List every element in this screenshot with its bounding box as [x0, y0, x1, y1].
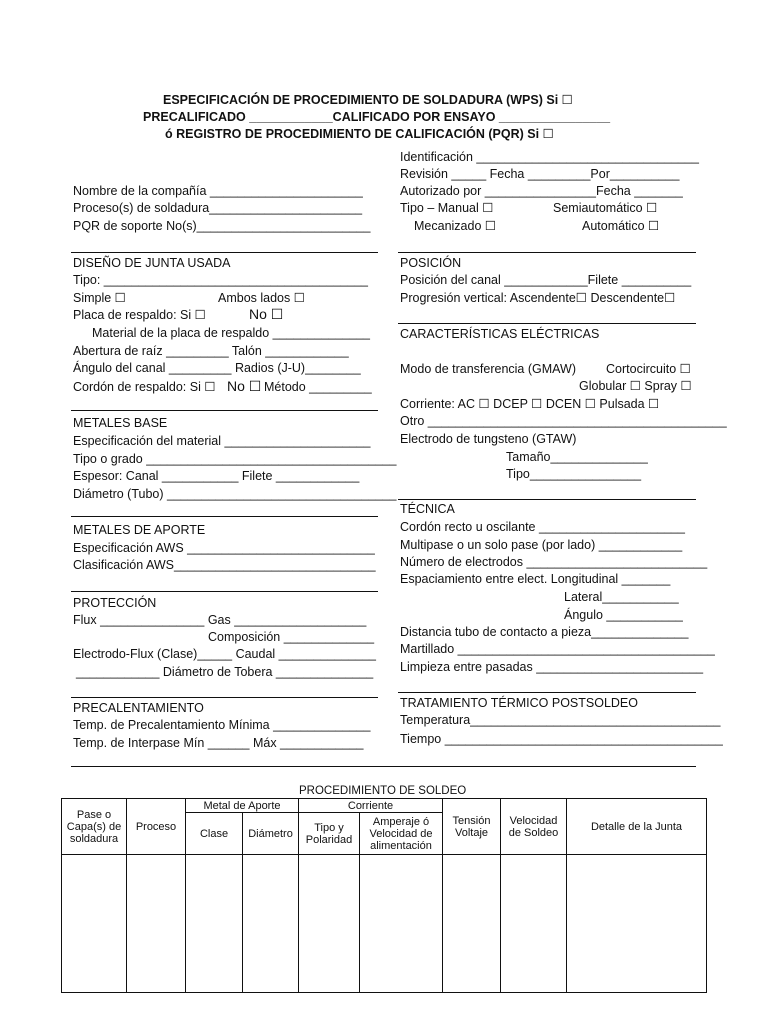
proteccion-section-title: PROTECCIÓN [73, 596, 157, 610]
tipo-manual-checkbox[interactable]: Tipo – Manual ☐ [400, 201, 494, 215]
pqr-field[interactable]: PQR de soporte No(s)_________________________ [73, 219, 371, 233]
abertura-field[interactable]: Abertura de raíz _________ Talón ____________ [73, 344, 349, 358]
col-velocidad-header: Velocidad de Soldeo [501, 799, 567, 855]
martillado-field[interactable]: Martillado _____________________________________ [400, 642, 715, 656]
otro-field[interactable]: Otro ___________________________________________ [400, 414, 727, 428]
lateral-field[interactable]: Lateral___________ [564, 590, 679, 604]
distancia-field[interactable]: Distancia tubo de contacto a pieza______________ [400, 625, 689, 639]
diametro-tubo-field[interactable]: Diámetro (Tubo) _________________________________ [73, 487, 397, 501]
divider [71, 252, 378, 253]
clasificacion-aws-field[interactable]: Clasificación AWS_____________________________ [73, 558, 376, 572]
electrodo-flux-field[interactable]: Electrodo-Flux (Clase)_____ Caudal ______________ [73, 647, 376, 661]
tipo-tungsteno-field[interactable]: Tipo________________ [506, 467, 642, 481]
mecanizado-checkbox[interactable]: Mecanizado ☐ [414, 219, 497, 233]
cell-proceso[interactable] [127, 855, 186, 993]
compania-field[interactable]: Nombre de la compañía ______________________ [73, 184, 363, 198]
junta-section-title: DISEÑO DE JUNTA USADA [73, 256, 231, 270]
col-tipo-polaridad-header: Tipo y Polaridad [299, 813, 360, 855]
col-detalle-header: Detalle de la Junta [567, 799, 707, 855]
temp-minima-field[interactable]: Temp. de Precalentamiento Mínima ______________ [73, 718, 371, 732]
metales-base-section-title: METALES BASE [73, 416, 168, 430]
aporte-section-title: METALES DE APORTE [73, 523, 206, 537]
simple-checkbox[interactable]: Simple ☐ [73, 291, 126, 305]
revision-field[interactable]: Revisión _____ Fecha _________Por__________ [400, 167, 680, 181]
modo-transferencia-label: Modo de transferencia (GMAW) [400, 362, 576, 376]
divider [398, 499, 696, 500]
cortocircuito-checkbox[interactable]: Cortocircuito ☐ [606, 362, 691, 376]
identificacion-field[interactable]: Identificación ________________________________ [400, 150, 699, 164]
placa-no-checkbox[interactable]: No ☐ [249, 306, 284, 322]
cell-velocidad[interactable] [501, 855, 567, 993]
numero-electrodos-field[interactable]: Número de electrodos __________________________ [400, 555, 708, 569]
multipase-field[interactable]: Multipase o un solo pase (por lado) ____________ [400, 538, 683, 552]
autorizado-field[interactable]: Autorizado por ________________Fecha _______ [400, 184, 683, 198]
divider [398, 323, 696, 324]
corriente-checkbox[interactable]: Corriente: AC ☐ DCEP ☐ DCEN ☐ Pulsada ☐ [400, 397, 660, 411]
globular-spray-checkbox[interactable]: Globular ☐ Spray ☐ [579, 379, 692, 393]
cordon-no-checkbox[interactable]: No ☐ [227, 378, 262, 394]
posicion-canal-field[interactable]: Posición del canal ____________Filete __________ [400, 273, 692, 287]
cordon-si-checkbox[interactable]: Cordón de respaldo: Si ☐ [73, 380, 216, 394]
flux-gas-field[interactable]: Flux _______________ Gas ___________________ [73, 613, 367, 627]
semiautomatico-checkbox[interactable]: Semiautomático ☐ [553, 201, 658, 215]
col-amperaje-header: Amperaje ó Velocidad de alimentación [360, 813, 443, 855]
cell-tension[interactable] [443, 855, 501, 993]
composicion-field[interactable]: Composición _____________ [208, 630, 375, 644]
cell-detalle[interactable] [567, 855, 707, 993]
procesos-field[interactable]: Proceso(s) de soldadura______________________ [73, 201, 363, 215]
header-line-1: ESPECIFICACIÓN DE PROCEDIMIENTO DE SOLDADURA (WPS) Si ☐ [163, 93, 573, 107]
header-line-2: PRECALIFICADO ____________CALIFICADO POR ENSAYO ________________ [143, 110, 611, 124]
procedimiento-title: PROCEDIMIENTO DE SOLDEO [299, 785, 467, 797]
col-corriente-header: Corriente [299, 799, 443, 813]
col-proceso-header: Proceso [127, 799, 186, 855]
diametro-tobera-field[interactable]: ____________ Diámetro de Tobera ______________ [76, 665, 374, 679]
divider [71, 410, 378, 411]
automatico-checkbox[interactable]: Automático ☐ [582, 219, 660, 233]
col-tension-header: Tensión Voltaje [443, 799, 501, 855]
ambos-lados-checkbox[interactable]: Ambos lados ☐ [218, 291, 305, 305]
divider [71, 516, 378, 517]
col-metal-aporte-header: Metal de Aporte [186, 799, 299, 813]
angulo-field[interactable]: Ángulo ___________ [564, 608, 683, 622]
tamano-field[interactable]: Tamaño______________ [506, 450, 648, 464]
tipo-grado-field[interactable]: Tipo o grado ____________________________________ [73, 452, 397, 466]
temp-interpase-field[interactable]: Temp. de Interpase Mín ______ Máx ____________ [73, 736, 364, 750]
precalentamiento-section-title: PRECALENTAMIENTO [73, 701, 204, 715]
temperatura-field[interactable]: Temperatura____________________________________ [400, 713, 721, 727]
tiempo-field[interactable]: Tiempo ________________________________________ [400, 732, 723, 746]
espesor-field[interactable]: Espesor: Canal ___________ Filete ____________ [73, 469, 360, 483]
junta-tipo-field[interactable]: Tipo: ______________________________________ [73, 273, 368, 287]
material-placa-field[interactable]: Material de la placa de respaldo ______________ [92, 326, 370, 340]
col-pase-header: Pase o Capa(s) de soldadura [62, 799, 127, 855]
cell-amperaje[interactable] [360, 855, 443, 993]
electricas-section-title: CARACTERÍSTICAS ELÉCTRICAS [400, 327, 600, 341]
divider [71, 766, 696, 767]
especificacion-material-field[interactable]: Especificación del material _____________________ [73, 434, 371, 448]
espaciamiento-field[interactable]: Espaciamiento entre elect. Longitudinal _______ [400, 572, 671, 586]
progresion-checkbox[interactable]: Progresión vertical: Ascendente☐ Descendente☐ [400, 291, 676, 305]
col-clase-header: Clase [186, 813, 243, 855]
divider [398, 252, 696, 253]
cell-diametro[interactable] [243, 855, 299, 993]
cell-tipo-polaridad[interactable] [299, 855, 360, 993]
tungsteno-label: Electrodo de tungsteno (GTAW) [400, 432, 577, 446]
especificacion-aws-field[interactable]: Especificación AWS ___________________________ [73, 541, 375, 555]
col-diametro-header: Diámetro [243, 813, 299, 855]
tecnica-section-title: TÉCNICA [400, 502, 455, 516]
placa-si-checkbox[interactable]: Placa de respaldo: Si ☐ [73, 308, 206, 322]
divider [398, 692, 696, 693]
posicion-section-title: POSICIÓN [400, 256, 462, 270]
cell-clase[interactable] [186, 855, 243, 993]
angulo-canal-field[interactable]: Ángulo del canal _________ Radios (J-U)________ [73, 361, 361, 375]
divider [71, 591, 378, 592]
divider [71, 697, 378, 698]
limpieza-field[interactable]: Limpieza entre pasadas ________________________ [400, 660, 704, 674]
postsoldeo-section-title: TRATAMIENTO TÉRMICO POSTSOLDEO [400, 696, 638, 710]
cell-pase[interactable] [62, 855, 127, 993]
header-line-3: ó REGISTRO DE PROCEDIMIENTO DE CALIFICACIÓN (PQR) Si ☐ [165, 127, 554, 141]
cordon-recto-field[interactable]: Cordón recto u oscilante _____________________ [400, 520, 685, 534]
metodo-field[interactable]: Método _________ [264, 380, 372, 394]
procedimiento-table [61, 798, 707, 993]
